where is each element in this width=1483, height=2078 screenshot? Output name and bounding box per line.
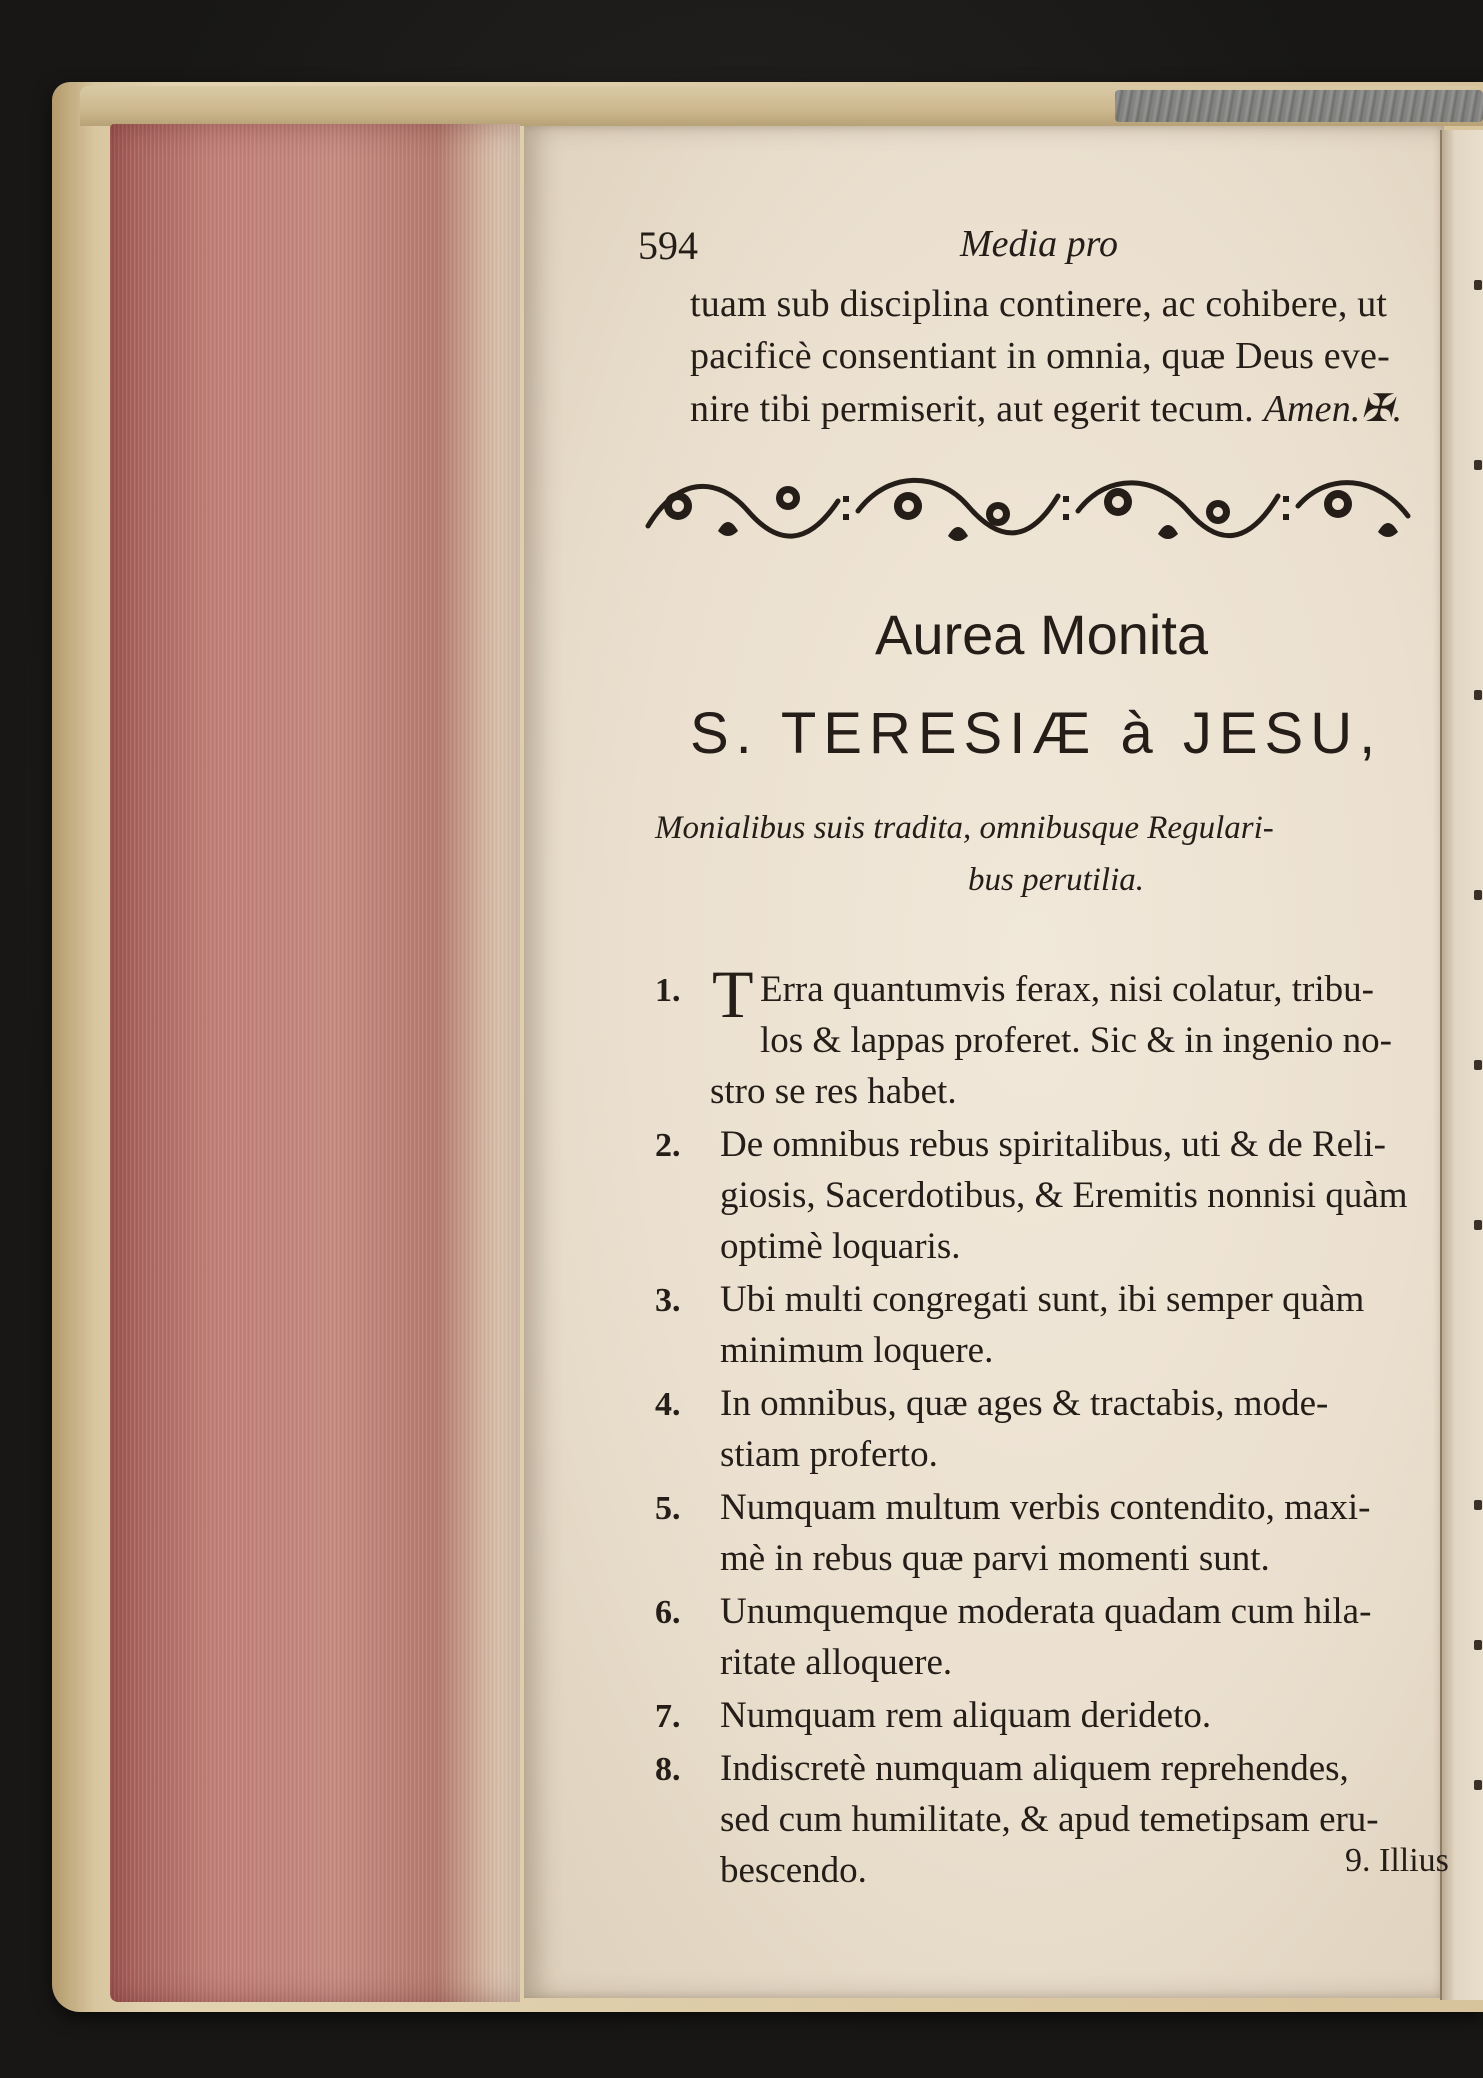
bleed-mark [1474, 890, 1482, 900]
item-line: minimum loquere. [720, 1330, 994, 1371]
bleed-mark [1474, 690, 1482, 700]
subtitle-line-1: Monialibus suis tradita, omnibusque Regulari- [655, 810, 1274, 846]
item-line: giosis, Sacerdotibus, & Eremitis nonnisi quàm [720, 1175, 1408, 1216]
item-line: sed cum humilitate, & apud temetipsam eru- [720, 1799, 1379, 1840]
amen-text: Amen.✠. [1263, 388, 1403, 430]
bleed-mark [1474, 460, 1482, 470]
item-line: los & lappas proferet. Sic & in ingenio no- [760, 1020, 1392, 1061]
item-number: 5. [655, 1490, 681, 1527]
opening-line: tuam sub disciplina continere, ac cohibere, ut [690, 283, 1388, 325]
item-number: 6. [655, 1594, 681, 1631]
item-line: stro se res habet. [710, 1071, 957, 1112]
item-number: 3. [655, 1282, 681, 1319]
item-line: Numquam rem aliquam derideto. [720, 1695, 1212, 1736]
item-number: 8. [655, 1751, 681, 1788]
item-line: Ubi multi congregati sunt, ibi semper quàm [720, 1279, 1365, 1320]
item-number: 7. [655, 1698, 681, 1735]
item-line: Erra quantumvis ferax, nisi colatur, tribu- [760, 969, 1374, 1010]
bleed-mark [1474, 1060, 1482, 1070]
title-line-1: Aurea Monita [875, 603, 1209, 666]
item-line: ritate alloquere. [720, 1642, 953, 1683]
item-number: 4. [655, 1386, 681, 1423]
item-line: optimè loquaris. [720, 1226, 961, 1267]
item-line: bescendo. [720, 1850, 867, 1891]
item-line: Unumquemque moderata quadam cum hila- [720, 1591, 1372, 1632]
drop-cap: T [712, 956, 754, 1032]
folio-number: 594 [638, 223, 698, 268]
item-line: Indiscretè numquam aliquem reprehendes, [720, 1748, 1349, 1789]
item-number: 2. [655, 1127, 681, 1164]
subtitle-line-2: bus perutilia. [968, 862, 1145, 898]
headband [1115, 90, 1483, 122]
catchword: 9. Illius [1345, 1842, 1449, 1879]
item-line: mè in rebus quæ parvi momenti sunt. [720, 1538, 1270, 1579]
item-number: 1. [655, 972, 681, 1009]
opening-line [690, 386, 1402, 431]
item-line: Numquam multum verbis contendito, maxi- [720, 1487, 1371, 1528]
item-line: De omnibus rebus spiritalibus, uti & de Reli- [720, 1124, 1386, 1165]
opening-line: pacificè consentiant in omnia, quæ Deus eve- [690, 335, 1390, 377]
next-page-edge [1440, 130, 1483, 2000]
item-line: stiam proferto. [720, 1434, 938, 1475]
title-line-2: S. TERESIÆ à JESU, [690, 701, 1383, 766]
bleed-mark [1474, 1220, 1482, 1230]
bleed-mark [1474, 1500, 1482, 1510]
running-head: Media pro [960, 223, 1118, 265]
red-fore-edge [110, 124, 520, 2002]
bleed-mark [1474, 1640, 1482, 1650]
bleed-mark [1474, 280, 1482, 290]
opening-line-text: nire tibi permiserit, aut egerit tecum. [690, 388, 1254, 430]
bleed-mark [1474, 1780, 1482, 1790]
ornamental-band [638, 466, 1418, 548]
item-line: In omnibus, quæ ages & tractabis, mode- [720, 1383, 1329, 1424]
